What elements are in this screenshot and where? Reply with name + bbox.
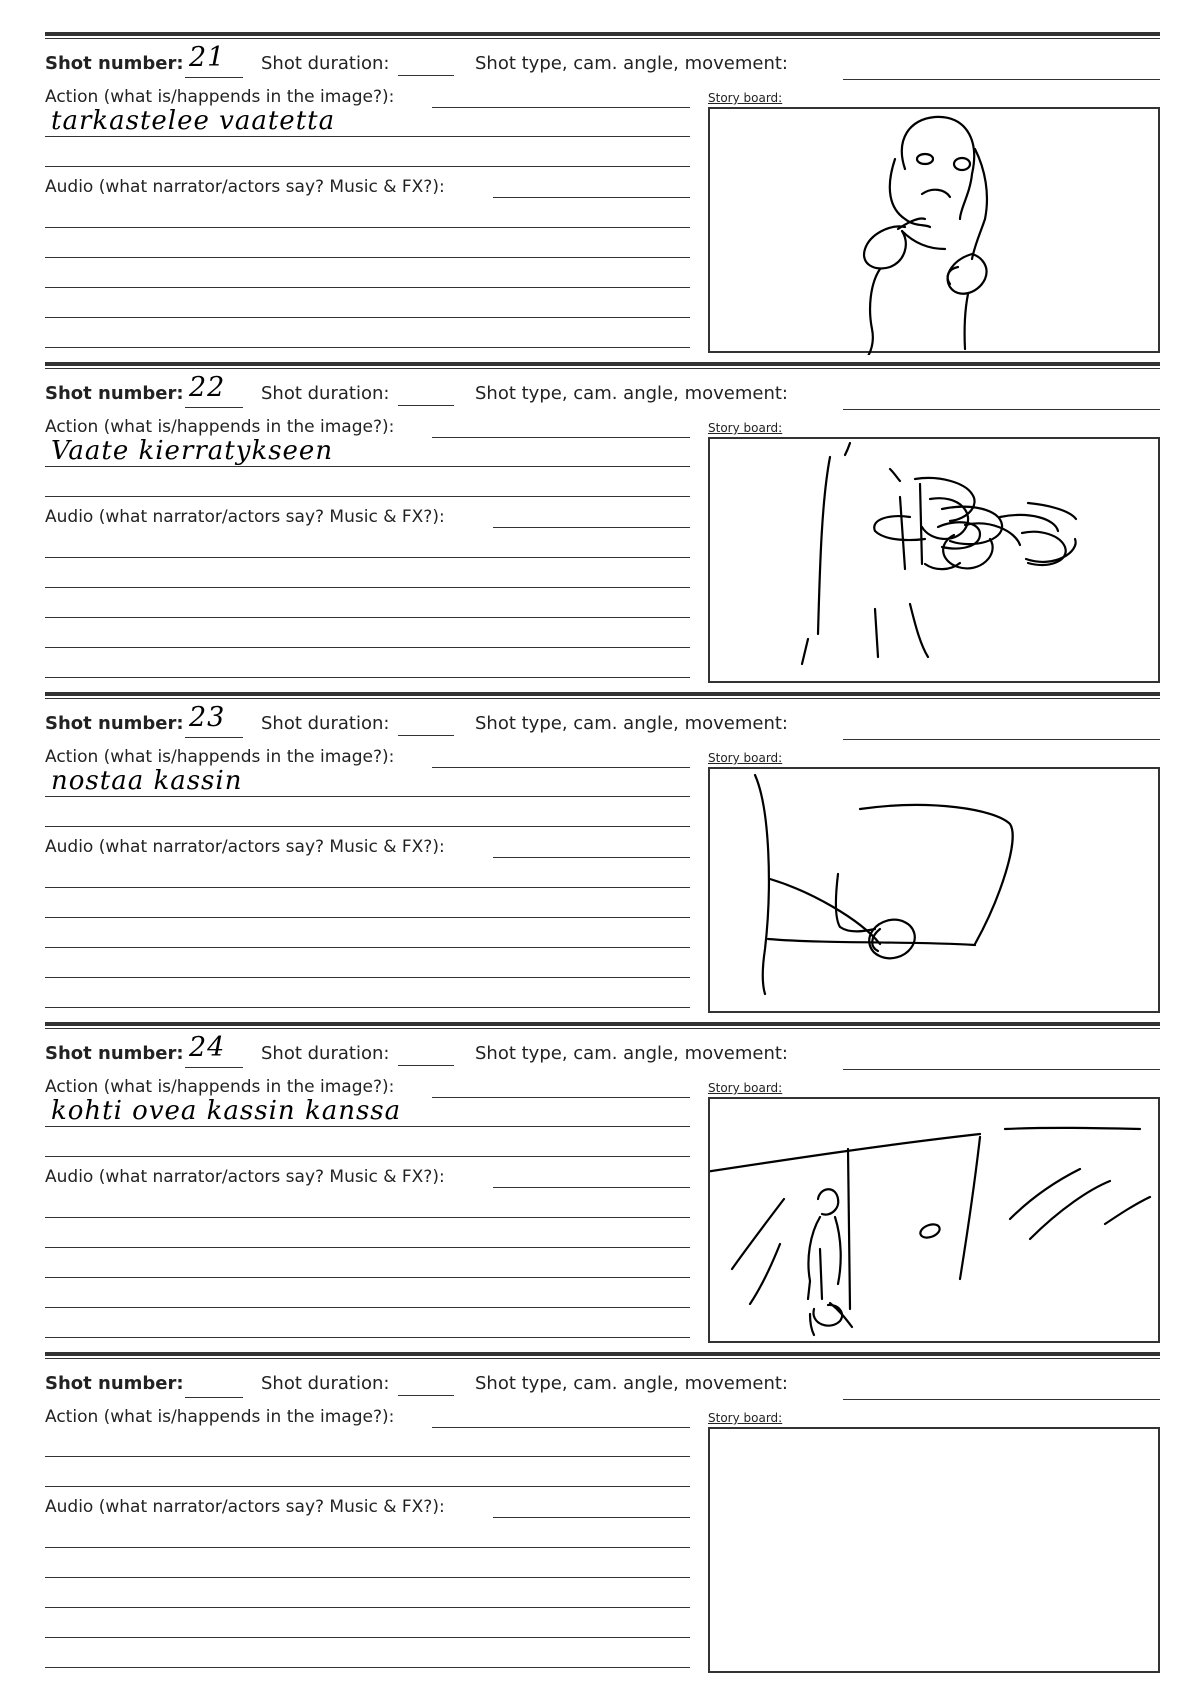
action-line[interactable] xyxy=(45,1456,690,1457)
shot-type-label: Shot type, cam. angle, movement: xyxy=(475,383,788,404)
action-line[interactable] xyxy=(45,496,690,497)
shot-block xyxy=(45,32,1160,362)
audio-label: Audio (what narrator/actors say? Music & FX?): xyxy=(45,177,445,197)
action-label: Action (what is/happends in the image?): xyxy=(45,87,395,107)
audio-row xyxy=(45,175,690,199)
audio-label: Audio (what narrator/actors say? Music & FX?): xyxy=(45,1497,445,1517)
shot-duration-field[interactable] xyxy=(398,1065,454,1066)
audio-line[interactable] xyxy=(45,977,690,978)
story-board-label: Story board: xyxy=(708,421,783,435)
shot-block xyxy=(45,1352,1160,1682)
audio-line[interactable] xyxy=(45,917,690,918)
audio-line[interactable] xyxy=(45,1217,690,1218)
action-label: Action (what is/happends in the image?): xyxy=(45,1077,395,1097)
audio-line[interactable] xyxy=(45,1637,690,1638)
sketch-person-walking-to-door xyxy=(710,1099,1162,1345)
action-field-line[interactable] xyxy=(432,1097,690,1098)
shot-number-field[interactable] xyxy=(185,703,243,738)
shot-type-field[interactable] xyxy=(843,1069,1160,1070)
shot-duration-label: Shot duration: xyxy=(261,383,390,404)
story-board-label: Story board: xyxy=(708,91,783,105)
audio-label: Audio (what narrator/actors say? Music & FX?): xyxy=(45,507,445,527)
audio-line[interactable] xyxy=(45,1607,690,1608)
story-board-label: Story board: xyxy=(708,1411,783,1425)
audio-row xyxy=(45,1495,690,1519)
section-divider xyxy=(45,692,1160,700)
action-line[interactable] xyxy=(45,1126,690,1127)
audio-line[interactable] xyxy=(45,227,690,228)
shot-number-field[interactable] xyxy=(185,1363,243,1398)
audio-line[interactable] xyxy=(45,677,690,678)
action-label: Action (what is/happends in the image?): xyxy=(45,747,395,767)
shot-duration-label: Shot duration: xyxy=(261,1043,390,1064)
audio-line[interactable] xyxy=(45,617,690,618)
audio-line[interactable] xyxy=(45,587,690,588)
audio-line[interactable] xyxy=(45,647,690,648)
shot-block xyxy=(45,1022,1160,1352)
shot-type-label: Shot type, cam. angle, movement: xyxy=(475,53,788,74)
audio-line[interactable] xyxy=(45,1007,690,1008)
action-line[interactable] xyxy=(45,136,690,137)
action-line[interactable] xyxy=(45,1486,690,1487)
audio-line[interactable] xyxy=(45,1667,690,1668)
audio-label: Audio (what narrator/actors say? Music & FX?): xyxy=(45,1167,445,1187)
shot-number-value: 23 xyxy=(189,702,226,733)
audio-row xyxy=(45,1165,690,1189)
shot-number-field[interactable] xyxy=(185,1033,243,1068)
shot-header xyxy=(45,372,1160,409)
action-line[interactable] xyxy=(45,466,690,467)
audio-field-line[interactable] xyxy=(493,197,690,198)
section-divider xyxy=(45,1022,1160,1030)
audio-line[interactable] xyxy=(45,947,690,948)
storyboard-sheet xyxy=(45,32,1160,1682)
audio-line[interactable] xyxy=(45,1307,690,1308)
sketch-person-holding-clothing xyxy=(710,109,1162,355)
story-board-label: Story board: xyxy=(708,1081,783,1095)
section-divider xyxy=(45,32,1160,40)
story-board-frame[interactable] xyxy=(708,1097,1160,1343)
audio-line[interactable] xyxy=(45,1547,690,1548)
audio-field-line[interactable] xyxy=(493,857,690,858)
shot-number-value: 22 xyxy=(189,372,226,403)
shot-header xyxy=(45,1369,1160,1399)
action-handwritten-text[interactable]: kohti ovea kassin kanssa xyxy=(51,1096,402,1126)
shot-header xyxy=(45,42,1160,79)
audio-line[interactable] xyxy=(45,1247,690,1248)
shot-type-field[interactable] xyxy=(843,1399,1160,1400)
shot-number-value: 21 xyxy=(189,42,226,73)
action-line[interactable] xyxy=(45,1156,690,1157)
shot-number-value: 24 xyxy=(189,1032,226,1063)
audio-line[interactable] xyxy=(45,887,690,888)
action-field-line[interactable] xyxy=(432,437,690,438)
shot-duration-label: Shot duration: xyxy=(261,1373,390,1394)
shot-type-field[interactable] xyxy=(843,409,1160,410)
action-line[interactable] xyxy=(45,796,690,797)
shot-duration-field[interactable] xyxy=(398,1395,454,1396)
action-handwritten-text[interactable]: nostaa kassin xyxy=(51,766,243,796)
shot-duration-field[interactable] xyxy=(398,735,454,736)
shot-header xyxy=(45,702,1160,739)
shot-type-field[interactable] xyxy=(843,739,1160,740)
shot-duration-field[interactable] xyxy=(398,75,454,76)
story-board-frame[interactable] xyxy=(708,107,1160,353)
audio-field-line[interactable] xyxy=(493,527,690,528)
shot-number-field[interactable] xyxy=(185,373,243,408)
shot-type-label: Shot type, cam. angle, movement: xyxy=(475,713,788,734)
audio-field-line[interactable] xyxy=(493,1517,690,1518)
audio-line[interactable] xyxy=(45,257,690,258)
shot-number-label: Shot number: xyxy=(45,1043,184,1064)
shot-number-label: Shot number: xyxy=(45,53,184,74)
action-handwritten-text[interactable]: tarkastelee vaatetta xyxy=(51,106,336,136)
sketch-hands-dropping-clothing xyxy=(710,439,1162,685)
shot-number-field[interactable] xyxy=(185,43,243,78)
action-label: Action (what is/happends in the image?): xyxy=(45,417,395,437)
action-label: Action (what is/happends in the image?): xyxy=(45,1407,395,1427)
shot-type-label: Shot type, cam. angle, movement: xyxy=(475,1373,788,1394)
audio-line[interactable] xyxy=(45,1277,690,1278)
shot-block xyxy=(45,362,1160,692)
shot-duration-label: Shot duration: xyxy=(261,713,390,734)
shot-type-field[interactable] xyxy=(843,79,1160,80)
action-field-line[interactable] xyxy=(432,767,690,768)
story-board-frame[interactable] xyxy=(708,767,1160,1013)
shot-duration-label: Shot duration: xyxy=(261,53,390,74)
shot-header xyxy=(45,1032,1160,1069)
shot-block xyxy=(45,692,1160,1022)
audio-line[interactable] xyxy=(45,557,690,558)
shot-duration-field[interactable] xyxy=(398,405,454,406)
sketch-hand-lifting-bag xyxy=(710,769,1162,1015)
action-line[interactable] xyxy=(45,166,690,167)
action-field-line[interactable] xyxy=(432,107,690,108)
story-board-label: Story board: xyxy=(708,751,783,765)
audio-line[interactable] xyxy=(45,347,690,348)
action-line[interactable] xyxy=(45,826,690,827)
action-handwritten-text[interactable]: Vaate kierratykseen xyxy=(51,436,334,466)
story-board-frame[interactable] xyxy=(708,437,1160,683)
section-divider xyxy=(45,1352,1160,1360)
audio-row xyxy=(45,505,690,529)
audio-line[interactable] xyxy=(45,317,690,318)
audio-line[interactable] xyxy=(45,1577,690,1578)
section-divider xyxy=(45,362,1160,370)
audio-line[interactable] xyxy=(45,1337,690,1338)
audio-label: Audio (what narrator/actors say? Music & FX?): xyxy=(45,837,445,857)
shot-number-label: Shot number: xyxy=(45,1373,184,1394)
audio-row xyxy=(45,835,690,859)
story-board-frame[interactable] xyxy=(708,1427,1160,1673)
shot-number-label: Shot number: xyxy=(45,713,184,734)
shot-type-label: Shot type, cam. angle, movement: xyxy=(475,1043,788,1064)
audio-field-line[interactable] xyxy=(493,1187,690,1188)
shot-number-label: Shot number: xyxy=(45,383,184,404)
action-row xyxy=(45,1405,690,1429)
audio-line[interactable] xyxy=(45,287,690,288)
action-field-line[interactable] xyxy=(432,1427,690,1428)
